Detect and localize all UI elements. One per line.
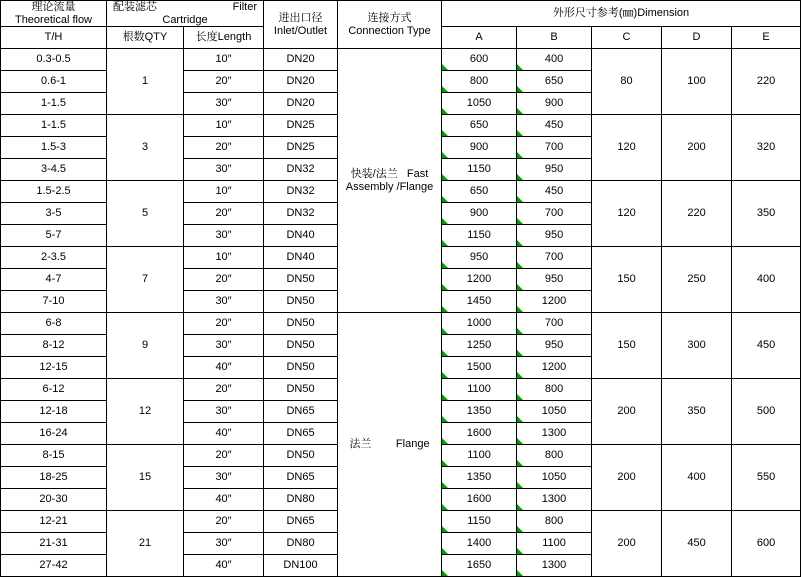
connection-group-2: [338, 313, 442, 577]
header-flow-en: Theoretical flow: [14, 13, 93, 26]
io-value: DN50: [264, 335, 338, 357]
header-inlet-outlet: [264, 1, 338, 49]
dim-c: 120: [592, 181, 662, 247]
length-value: 40″: [184, 423, 264, 445]
dim-c: 200: [592, 511, 662, 577]
io-value: DN40: [264, 225, 338, 247]
flow-value: 5-7: [1, 225, 107, 247]
dim-b: 1200: [517, 291, 592, 313]
dim-b: 1100: [517, 533, 592, 555]
io-value: DN25: [264, 115, 338, 137]
header-io-cn: 进出口径: [278, 12, 323, 24]
length-value: 30″: [184, 225, 264, 247]
length-value: 20″: [184, 137, 264, 159]
dim-a: 1600: [442, 489, 517, 511]
flow-value: 12-21: [1, 511, 107, 533]
length-value: 30″: [184, 159, 264, 181]
flow-value: 1.5-2.5: [1, 181, 107, 203]
header-cartridge-en: Filter: [232, 1, 258, 13]
io-value: DN80: [264, 533, 338, 555]
qty-value: 9: [107, 313, 184, 379]
header-dimension: 外形尺寸参考(㎜)Dimension: [442, 1, 801, 27]
dim-b: 1300: [517, 423, 592, 445]
connection-en: Flange: [395, 438, 430, 451]
header-dim-a: A: [442, 27, 517, 49]
dim-b: 1200: [517, 357, 592, 379]
io-value: DN65: [264, 467, 338, 489]
dim-b: 1300: [517, 489, 592, 511]
dim-a: 800: [442, 71, 517, 93]
flow-value: 2-3.5: [1, 247, 107, 269]
table-row: [1, 49, 801, 71]
dim-e: 500: [732, 379, 801, 445]
io-value: DN50: [264, 269, 338, 291]
qty-value: 1: [107, 49, 184, 115]
connection-group-1: [338, 49, 442, 313]
length-value: 20″: [184, 511, 264, 533]
dim-b: 1050: [517, 401, 592, 423]
io-value: DN20: [264, 71, 338, 93]
dim-a: 1500: [442, 357, 517, 379]
io-value: DN80: [264, 489, 338, 511]
dim-a: 1350: [442, 467, 517, 489]
dim-a: 1100: [442, 445, 517, 467]
io-value: DN32: [264, 181, 338, 203]
dim-c: 120: [592, 115, 662, 181]
dim-a: 900: [442, 203, 517, 225]
io-value: DN32: [264, 203, 338, 225]
header-dim-e: E: [732, 27, 801, 49]
length-value: 30″: [184, 401, 264, 423]
dim-a: 950: [442, 247, 517, 269]
length-value: 20″: [184, 445, 264, 467]
header-cartridge-en2: Cartridge: [162, 13, 208, 26]
flow-value: 0.3-0.5: [1, 49, 107, 71]
io-value: DN25: [264, 137, 338, 159]
length-value: 20″: [184, 313, 264, 335]
header-connection-cn: 连接方式: [367, 12, 412, 24]
io-value: DN65: [264, 423, 338, 445]
flow-value: 1.5-3: [1, 137, 107, 159]
flow-value: 16-24: [1, 423, 107, 445]
dim-b: 1300: [517, 555, 592, 577]
header-connection: [338, 1, 442, 49]
io-value: DN50: [264, 445, 338, 467]
flow-value: 3-4.5: [1, 159, 107, 181]
length-value: 30″: [184, 291, 264, 313]
length-value: 10″: [184, 49, 264, 71]
dim-a: 1000: [442, 313, 517, 335]
length-value: 40″: [184, 555, 264, 577]
header-flow-cn: 理论流量: [31, 1, 76, 13]
length-value: 10″: [184, 115, 264, 137]
qty-value: 21: [107, 511, 184, 577]
length-value: 20″: [184, 269, 264, 291]
flow-value: 21-31: [1, 533, 107, 555]
dim-b: 450: [517, 181, 592, 203]
qty-value: 7: [107, 247, 184, 313]
header-length: 长度Length: [184, 27, 264, 49]
length-value: 20″: [184, 203, 264, 225]
dim-e: 600: [732, 511, 801, 577]
flow-value: 1-1.5: [1, 93, 107, 115]
flow-value: 6-8: [1, 313, 107, 335]
connection-en: Fast: [406, 168, 429, 181]
dim-a: 650: [442, 115, 517, 137]
dim-e: 450: [732, 313, 801, 379]
length-value: 30″: [184, 335, 264, 357]
flow-value: 12-15: [1, 357, 107, 379]
dim-b: 400: [517, 49, 592, 71]
io-value: DN20: [264, 93, 338, 115]
length-value: 10″: [184, 181, 264, 203]
io-value: DN65: [264, 401, 338, 423]
qty-value: 5: [107, 181, 184, 247]
dim-d: 300: [662, 313, 732, 379]
header-connection-en: Connection Type: [348, 24, 431, 37]
header-row-1: [1, 1, 801, 27]
dim-b: 950: [517, 335, 592, 357]
dim-b: 800: [517, 379, 592, 401]
dim-a: 1600: [442, 423, 517, 445]
dim-b: 800: [517, 445, 592, 467]
dim-e: 220: [732, 49, 801, 115]
length-value: 40″: [184, 489, 264, 511]
dim-e: 400: [732, 247, 801, 313]
dim-a: 1150: [442, 511, 517, 533]
dim-e: 320: [732, 115, 801, 181]
flow-value: 8-12: [1, 335, 107, 357]
dim-a: 1150: [442, 159, 517, 181]
flow-value: 0.6-1: [1, 71, 107, 93]
dim-b: 950: [517, 225, 592, 247]
flow-value: 7-10: [1, 291, 107, 313]
flow-value: 20-30: [1, 489, 107, 511]
dim-d: 450: [662, 511, 732, 577]
dim-a: 1400: [442, 533, 517, 555]
dim-d: 400: [662, 445, 732, 511]
dim-a: 650: [442, 181, 517, 203]
dim-c: 150: [592, 247, 662, 313]
dim-c: 150: [592, 313, 662, 379]
dim-e: 350: [732, 181, 801, 247]
dim-e: 550: [732, 445, 801, 511]
io-value: DN100: [264, 555, 338, 577]
connection-cn: 法兰: [349, 438, 372, 451]
dim-b: 800: [517, 511, 592, 533]
dim-b: 700: [517, 203, 592, 225]
dim-c: 80: [592, 49, 662, 115]
io-value: DN20: [264, 49, 338, 71]
io-value: DN50: [264, 313, 338, 335]
flow-value: 18-25: [1, 467, 107, 489]
io-value: DN50: [264, 379, 338, 401]
flow-value: 27-42: [1, 555, 107, 577]
header-flow-unit: T/H: [1, 27, 107, 49]
qty-value: 15: [107, 445, 184, 511]
dim-a: 1250: [442, 335, 517, 357]
table-row: [1, 313, 801, 335]
qty-value: 3: [107, 115, 184, 181]
header-dim-b: B: [517, 27, 592, 49]
flow-value: 6-12: [1, 379, 107, 401]
dim-c: 200: [592, 379, 662, 445]
dim-b: 900: [517, 93, 592, 115]
dim-b: 1050: [517, 467, 592, 489]
io-value: DN32: [264, 159, 338, 181]
dim-a: 1350: [442, 401, 517, 423]
length-value: 30″: [184, 93, 264, 115]
dim-b: 950: [517, 159, 592, 181]
io-value: DN40: [264, 247, 338, 269]
dim-d: 100: [662, 49, 732, 115]
dim-a: 900: [442, 137, 517, 159]
header-dim-d: D: [662, 27, 732, 49]
length-value: 30″: [184, 533, 264, 555]
dim-b: 950: [517, 269, 592, 291]
dim-d: 250: [662, 247, 732, 313]
dim-d: 220: [662, 181, 732, 247]
dim-a: 1100: [442, 379, 517, 401]
flow-value: 4-7: [1, 269, 107, 291]
connection-en2: Assembly /Flange: [345, 180, 434, 193]
qty-value: 12: [107, 379, 184, 445]
dim-b: 450: [517, 115, 592, 137]
header-io-en: Inlet/Outlet: [273, 24, 328, 37]
dim-d: 200: [662, 115, 732, 181]
header-qty: 根数QTY: [107, 27, 184, 49]
length-value: 40″: [184, 357, 264, 379]
length-value: 30″: [184, 467, 264, 489]
header-dim-c: C: [592, 27, 662, 49]
io-value: DN50: [264, 357, 338, 379]
dim-a: 1150: [442, 225, 517, 247]
flow-value: 3-5: [1, 203, 107, 225]
header-flow: [1, 1, 107, 27]
length-value: 10″: [184, 247, 264, 269]
length-value: 20″: [184, 379, 264, 401]
dim-a: 1650: [442, 555, 517, 577]
dim-b: 650: [517, 71, 592, 93]
dim-b: 700: [517, 137, 592, 159]
connection-cn: 快装/法兰: [350, 168, 398, 181]
dim-a: 1450: [442, 291, 517, 313]
dim-a: 1050: [442, 93, 517, 115]
dim-d: 350: [662, 379, 732, 445]
dim-a: 600: [442, 49, 517, 71]
length-value: 20″: [184, 71, 264, 93]
dim-b: 700: [517, 313, 592, 335]
header-cartridge-cn: 配装滤芯: [113, 1, 157, 13]
dim-a: 1200: [442, 269, 517, 291]
dim-b: 700: [517, 247, 592, 269]
dim-c: 200: [592, 445, 662, 511]
io-value: DN50: [264, 291, 338, 313]
header-cartridge: [107, 1, 264, 27]
flow-value: 8-15: [1, 445, 107, 467]
io-value: DN65: [264, 511, 338, 533]
flow-value: 12-18: [1, 401, 107, 423]
flow-value: 1-1.5: [1, 115, 107, 137]
